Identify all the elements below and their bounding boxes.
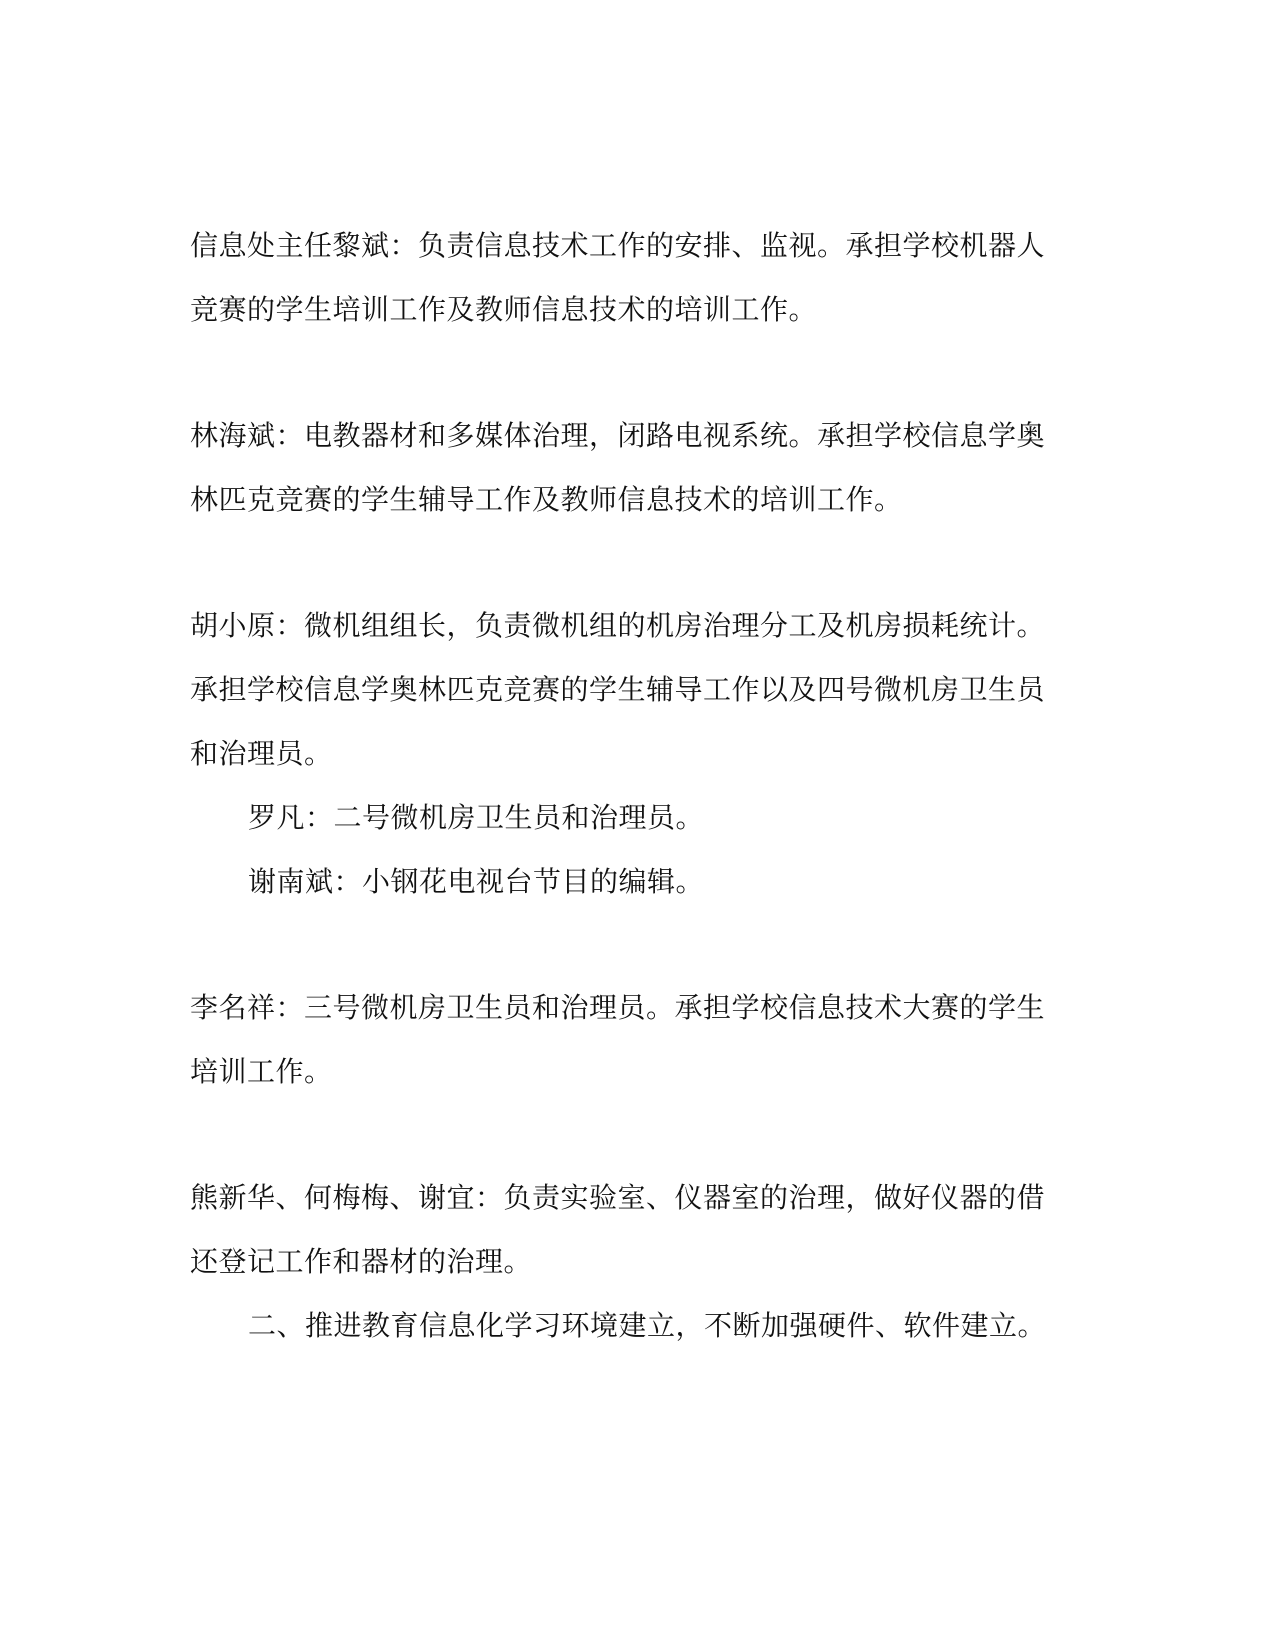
paragraph-li-bin-line-2: 竞赛的学生培训工作及教师信息技术的培训工作。 bbox=[190, 293, 818, 326]
paragraph-xiong-xinhua-line-1: 熊新华、何梅梅、谢宜：负责实验室、仪器室的治理，做好仪器的借 bbox=[190, 1181, 1046, 1214]
paragraph-xie-nanbin: 谢南斌：小钢花电视台节目的编辑。 bbox=[248, 865, 705, 898]
paragraph-hu-xiaoyuan-line-2: 承担学校信息学奥林匹克竞赛的学生辅导工作以及四号微机房卫生员 bbox=[190, 673, 1046, 706]
paragraph-hu-xiaoyuan-line-1: 胡小原：微机组组长，负责微机组的机房治理分工及机房损耗统计。 bbox=[190, 609, 1046, 642]
paragraph-li-bin-line-1: 信息处主任黎斌：负责信息技术工作的安排、监视。承担学校机器人 bbox=[190, 229, 1046, 262]
paragraph-li-mingxiang-line-1: 李名祥：三号微机房卫生员和治理员。承担学校信息技术大赛的学生 bbox=[190, 991, 1046, 1024]
paragraph-luo-fan: 罗凡：二号微机房卫生员和治理员。 bbox=[248, 801, 705, 834]
paragraph-li-mingxiang-line-2: 培训工作。 bbox=[190, 1055, 333, 1088]
paragraph-hu-xiaoyuan-line-3: 和治理员。 bbox=[190, 737, 333, 770]
paragraph-lin-haibin-line-2: 林匹克竞赛的学生辅导工作及教师信息技术的培训工作。 bbox=[190, 483, 903, 516]
paragraph-lin-haibin-line-1: 林海斌：电教器材和多媒体治理，闭路电视系统。承担学校信息学奥 bbox=[190, 419, 1046, 452]
section-heading-two: 二、推进教育信息化学习环境建立，不断加强硬件、软件建立。 bbox=[248, 1309, 1047, 1342]
paragraph-xiong-xinhua-line-2: 还登记工作和器材的治理。 bbox=[190, 1245, 533, 1278]
